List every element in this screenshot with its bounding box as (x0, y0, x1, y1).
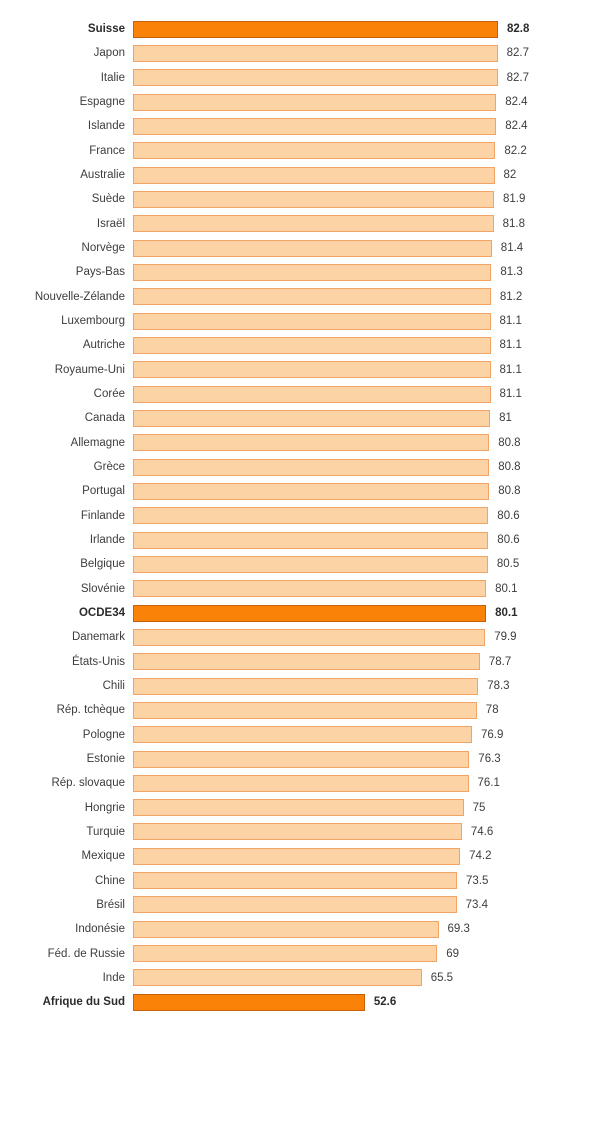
bar-area (133, 844, 600, 868)
bar (133, 215, 494, 232)
country-label: Luxembourg (61, 315, 125, 328)
bar-area (133, 601, 600, 625)
table-row (0, 41, 600, 65)
value-label: 81.3 (500, 266, 523, 279)
bar-area (133, 163, 600, 187)
table-row (0, 698, 600, 722)
bar-area (133, 528, 600, 552)
country-label: Canada (84, 412, 125, 425)
table-row (0, 455, 600, 479)
bar (133, 678, 478, 695)
bar-area (133, 479, 600, 503)
bar (133, 21, 498, 38)
country-label: Allemagne (70, 436, 125, 449)
country-label: Chine (94, 874, 125, 887)
bar (133, 191, 494, 208)
bar-area (133, 966, 600, 990)
bar (133, 410, 490, 427)
country-label: Grèce (93, 461, 125, 474)
value-label: 81.4 (500, 242, 524, 255)
bar (133, 386, 491, 403)
bar-area (133, 431, 600, 455)
bar (133, 264, 491, 281)
bar-area (133, 625, 600, 649)
country-label: Norvège (81, 242, 125, 255)
bar-area (133, 504, 600, 528)
country-label: Danemark (71, 631, 125, 644)
value-label: 82.2 (504, 144, 527, 157)
table-row (0, 650, 600, 674)
value-label: 81.9 (503, 193, 526, 206)
value-label: 80.1 (495, 607, 518, 620)
value-label: 81.8 (502, 217, 525, 230)
value-label: 73.5 (466, 874, 489, 887)
country-label: Pays-Bas (75, 266, 125, 279)
bar-area (133, 674, 600, 698)
table-row (0, 187, 600, 211)
country-label: Brésil (96, 898, 125, 911)
bar-area (133, 66, 600, 90)
bar-area (133, 139, 600, 163)
value-label: 81.1 (499, 388, 522, 401)
bar-area (133, 552, 600, 576)
bar (133, 142, 495, 159)
bar-area (133, 260, 600, 284)
table-row (0, 577, 600, 601)
table-row (0, 528, 600, 552)
value-label: 82.4 (505, 120, 528, 133)
value-label: 80.1 (495, 582, 518, 595)
table-row (0, 771, 600, 795)
table-row (0, 90, 600, 114)
country-label: France (89, 144, 125, 157)
bar (133, 240, 492, 257)
table-row (0, 601, 600, 625)
country-label: OCDE34 (78, 607, 125, 620)
bar-area (133, 941, 600, 965)
table-row (0, 990, 600, 1014)
value-label: 78.7 (488, 655, 512, 668)
country-label: Italie (100, 71, 125, 84)
table-row (0, 309, 600, 333)
country-label: Irlande (89, 534, 125, 547)
value-label: 82.7 (506, 47, 529, 60)
table-row (0, 893, 600, 917)
value-label: 78 (485, 704, 499, 717)
value-label: 81.1 (499, 363, 522, 376)
value-label: 69.3 (447, 923, 470, 936)
country-label: Espagne (79, 96, 125, 109)
value-label: 76.3 (478, 753, 501, 765)
value-label: 81.2 (499, 290, 523, 303)
country-label: Estonie (86, 753, 125, 765)
table-row (0, 333, 600, 357)
table-row (0, 796, 600, 820)
value-label: 81.1 (499, 315, 522, 328)
bar-area (133, 333, 600, 357)
country-label: Nouvelle-Zélande (34, 290, 125, 303)
country-label: Japon (93, 47, 125, 60)
value-label: 81 (499, 412, 512, 425)
bar (133, 629, 485, 646)
table-row (0, 479, 600, 503)
bar-area (133, 406, 600, 430)
value-label: 74.2 (469, 850, 492, 863)
bar (133, 434, 489, 451)
table-row (0, 674, 600, 698)
table-row (0, 966, 600, 990)
table-row (0, 820, 600, 844)
table-row (0, 236, 600, 260)
country-label: Féd. de Russie (47, 947, 125, 960)
country-label: Pologne (82, 728, 125, 741)
country-label: Portugal (82, 485, 125, 498)
bar (133, 823, 462, 840)
country-label: Belgique (80, 558, 125, 571)
bar (133, 751, 469, 768)
country-label: Hongrie (84, 801, 125, 814)
bar-area (133, 820, 600, 844)
country-label: Indonésie (75, 923, 125, 936)
country-label: Autriche (82, 339, 125, 352)
bar-area (133, 723, 600, 747)
table-row (0, 358, 600, 382)
country-label: Slovénie (80, 582, 125, 595)
table-row (0, 406, 600, 430)
bar (133, 969, 422, 986)
value-label: 79.9 (494, 631, 517, 644)
table-row (0, 917, 600, 941)
table-row (0, 260, 600, 284)
table-row (0, 114, 600, 138)
value-label: 82.7 (506, 71, 529, 84)
value-label: 76.9 (481, 728, 504, 741)
country-label: Rép. slovaque (51, 777, 125, 790)
country-label: Chili (102, 680, 125, 693)
bar (133, 313, 491, 330)
bar (133, 921, 439, 938)
country-label: Mexique (81, 850, 125, 863)
country-label: Israël (96, 217, 125, 230)
bar-area (133, 577, 600, 601)
bar (133, 896, 457, 913)
bar-area (133, 893, 600, 917)
table-row (0, 212, 600, 236)
value-label: 82.8 (507, 23, 530, 36)
value-label: 82.4 (505, 96, 528, 109)
bar-area (133, 309, 600, 333)
table-row (0, 941, 600, 965)
bar-area (133, 187, 600, 211)
country-label: Suisse (87, 23, 125, 36)
bar (133, 653, 480, 670)
table-row (0, 625, 600, 649)
bar-area (133, 868, 600, 892)
bar (133, 167, 495, 184)
bar (133, 605, 486, 622)
bar-area (133, 455, 600, 479)
table-row (0, 747, 600, 771)
bar-area (133, 17, 600, 41)
table-row (0, 868, 600, 892)
table-row (0, 431, 600, 455)
bar (133, 118, 496, 135)
country-label: Inde (102, 971, 125, 984)
bar-area (133, 698, 600, 722)
bar-area (133, 747, 600, 771)
bar (133, 532, 488, 549)
value-label: 73.4 (465, 898, 488, 911)
table-row (0, 723, 600, 747)
bar-area (133, 212, 600, 236)
bar (133, 994, 365, 1011)
value-label: 78.3 (487, 680, 510, 693)
bar (133, 361, 491, 378)
bar (133, 69, 498, 86)
bar (133, 775, 469, 792)
bar-area (133, 90, 600, 114)
table-row (0, 382, 600, 406)
table-row (0, 66, 600, 90)
bar-area (133, 382, 600, 406)
table-row (0, 504, 600, 528)
bar (133, 507, 488, 524)
value-label: 80.8 (498, 461, 521, 474)
country-label: Rép. tchèque (56, 704, 125, 717)
bar (133, 337, 491, 354)
table-row (0, 285, 600, 309)
bar-area (133, 41, 600, 65)
value-label: 76.1 (477, 777, 500, 790)
bar (133, 848, 460, 865)
country-label: Royaume-Uni (54, 363, 125, 376)
chart-plot-area (0, 17, 600, 1014)
table-row (0, 552, 600, 576)
bar-area (133, 236, 600, 260)
country-label: Turquie (86, 825, 125, 838)
bar-area (133, 771, 600, 795)
country-label: États-Unis (71, 655, 125, 668)
bar (133, 45, 498, 62)
value-label: 75 (472, 801, 486, 814)
bar (133, 945, 437, 962)
value-label: 69 (446, 947, 459, 960)
bar-area (133, 796, 600, 820)
country-label: Islande (87, 120, 125, 133)
value-label: 80.6 (497, 509, 520, 522)
bar-area (133, 990, 600, 1014)
bar-area (133, 358, 600, 382)
value-label: 81.1 (499, 339, 522, 352)
bar-area (133, 917, 600, 941)
value-label: 80.6 (497, 534, 520, 547)
country-label: Australie (80, 169, 125, 182)
country-label: Corée (93, 388, 125, 401)
bar-area (133, 114, 600, 138)
bar (133, 702, 477, 719)
country-label: Afrique du Sud (42, 996, 125, 1009)
table-row (0, 163, 600, 187)
value-label: 80.5 (496, 558, 520, 571)
bar (133, 483, 489, 500)
bar (133, 726, 472, 743)
bar (133, 94, 496, 111)
value-label: 80.8 (498, 436, 521, 449)
value-label: 82 (503, 169, 517, 182)
bar-area (133, 650, 600, 674)
value-label: 52.6 (373, 996, 397, 1009)
value-label: 80.8 (498, 485, 521, 498)
table-row (0, 139, 600, 163)
bar (133, 556, 488, 573)
table-row (0, 17, 600, 41)
bar (133, 288, 491, 305)
value-label: 74.6 (470, 825, 494, 838)
value-label: 65.5 (430, 971, 454, 984)
bar (133, 459, 489, 476)
country-label: Suède (91, 193, 125, 206)
country-label: Finlande (80, 509, 125, 522)
bar (133, 872, 457, 889)
bar (133, 799, 464, 816)
bar (133, 580, 486, 597)
table-row (0, 844, 600, 868)
bar-area (133, 285, 600, 309)
